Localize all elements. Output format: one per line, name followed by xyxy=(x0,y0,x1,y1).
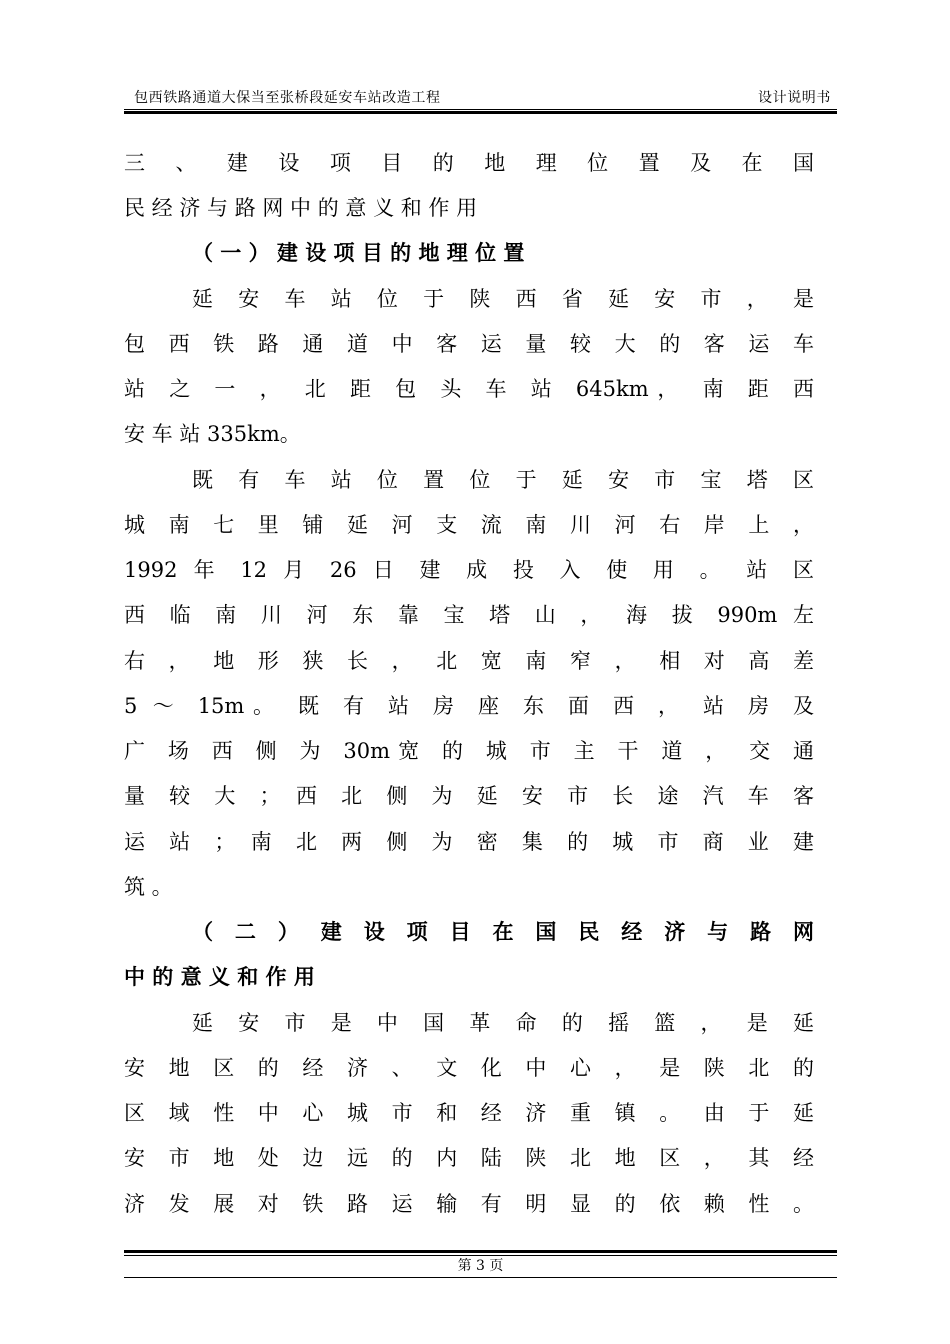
paragraph-line: 筑 。 xyxy=(124,875,173,899)
section-heading-line-2: 民 经 济 与 路 网 中 的 意 义 和 作 用 xyxy=(124,196,478,220)
paragraph-line: 安 市 地 处 边 远 的 内 陆 陕 北 地 区 ， 其 经 xyxy=(124,1146,814,1170)
paragraph-line: 城 南 七 里 铺 延 河 支 流 南 川 河 右 岸 上 ， xyxy=(124,513,814,537)
paragraph-line: 量 较 大 ； 西 北 侧 为 延 安 市 长 途 汽 车 客 xyxy=(124,784,814,808)
paragraph-line: 站 之 一 ， 北 距 包 头 车 站 645km， 南 距 西 xyxy=(124,377,814,401)
header-project-title: 包西铁路通道大保当至张桥段延安车站改造工程 xyxy=(134,90,441,106)
subsection-heading-1: （ 一 ） 建 设 项 目 的 地 理 位 置 xyxy=(192,240,525,265)
paragraph-line: 济 发 展 对 铁 路 运 输 有 明 显 的 依 赖 性 。 xyxy=(124,1192,814,1216)
paragraph-line: 右 ， 地 形 狭 长 ， 北 宽 南 窄 ， 相 对 高 差 xyxy=(124,649,814,673)
header-doc-type: 设计说明书 xyxy=(758,90,831,106)
page-header xyxy=(124,88,837,108)
page-number: 第 3 页 xyxy=(457,1258,504,1274)
paragraph-line: 广 场 西 侧 为 30m宽 的 城 市 主 干 道 ， 交 通 xyxy=(124,739,814,763)
subsection-heading-2-line-2: 中 的 意 义 和 作 用 xyxy=(124,964,315,989)
paragraph-line: 运 站 ； 南 北 两 侧 为 密 集 的 城 市 商 业 建 xyxy=(124,830,814,854)
paragraph-line: 包 西 铁 路 通 道 中 客 运 量 较 大 的 客 运 车 xyxy=(124,332,814,356)
header-rule-thick xyxy=(124,111,837,114)
paragraph-line: 延 安 市 是 中 国 革 命 的 摇 篮 ， 是 延 xyxy=(192,1011,814,1035)
paragraph-line: 1992 年 12 月 26 日 建 成 投 入 使 用 。 站 区 xyxy=(124,558,814,582)
paragraph-line: 安 地 区 的 经 济 、 文 化 中 心 ， 是 陕 北 的 xyxy=(124,1056,814,1080)
footer-rule-thick xyxy=(124,1250,837,1253)
paragraph-line: 安 车 站 335km。 xyxy=(124,422,301,446)
paragraph-line: 5 ～ 15m。 既 有 站 房 座 东 面 西 ， 站 房 及 xyxy=(124,694,814,718)
paragraph-line: 西 临 南 川 河 东 靠 宝 塔 山 ， 海 拔 990m 左 xyxy=(124,603,814,627)
paragraph-line: 延 安 车 站 位 于 陕 西 省 延 安 市 ， 是 xyxy=(192,287,814,311)
paragraph-line: 区 域 性 中 心 城 市 和 经 济 重 镇 。 由 于 延 xyxy=(124,1101,814,1125)
header-rule-thin xyxy=(124,109,837,110)
paragraph-line: 既 有 车 站 位 置 位 于 延 安 市 宝 塔 区 xyxy=(192,468,814,492)
section-heading-line-1: 三 、 建 设 项 目 的 地 理 位 置 及 在 国 xyxy=(124,151,814,175)
footer-bottom-rule xyxy=(124,1277,837,1278)
subsection-heading-2-line-1: （ 二 ） 建 设 项 目 在 国 民 经 济 与 路 网 xyxy=(192,919,814,944)
